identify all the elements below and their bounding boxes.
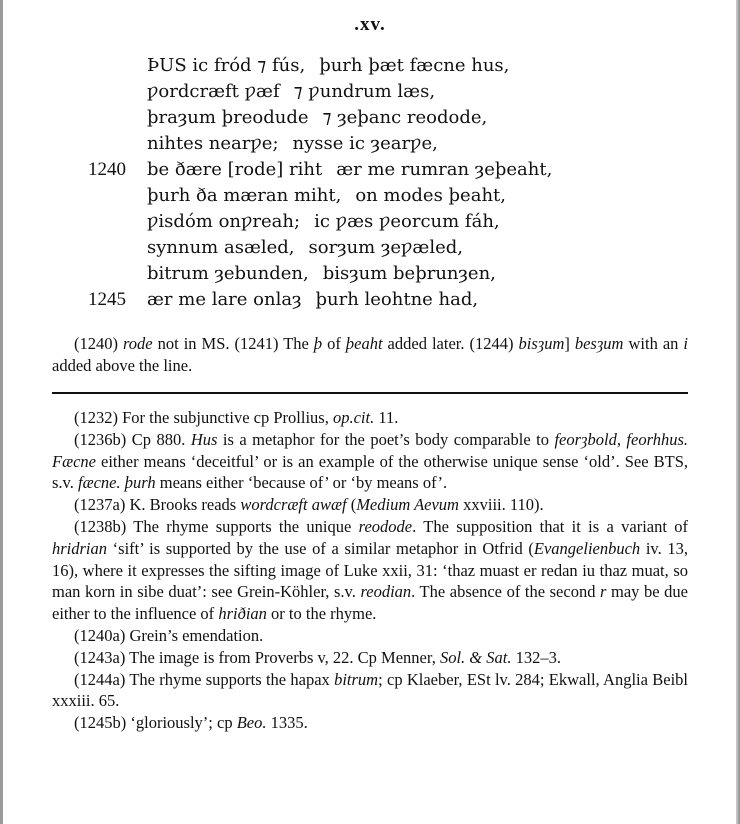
note-italic: wordcræft awæf: [240, 495, 347, 515]
note-italic: Hus: [190, 429, 218, 449]
commentary-note-1238b: [52, 516, 688, 625]
commentary-note-1243a: [52, 647, 688, 669]
note-text: The image is from Proverbs v, 22. Cp Menner,: [125, 647, 440, 667]
note-italic: fæcne. þurh: [77, 473, 156, 493]
note-italic: op.cit.: [332, 408, 375, 427]
note-text: added above the line.: [52, 356, 193, 375]
verse-a-half: ƿordcræft ƿæf: [147, 81, 280, 102]
verse-a-half: be ðære [rode] riht: [147, 159, 323, 180]
note-text: of: [322, 334, 346, 353]
note-word: i: [683, 334, 688, 353]
note-ref: (1244a): [74, 669, 126, 689]
verse-line: [0, 131, 740, 157]
note-text: ‘sift’ is supported by the use of a similar metaphor in Otfrid (: [107, 538, 534, 558]
note-text: 11.: [374, 408, 399, 427]
note-text: K. Brooks reads: [125, 495, 241, 515]
note-text: (: [346, 495, 357, 515]
note-word: rode: [123, 334, 153, 353]
verse-a-half: þraȝum þreodude: [147, 107, 309, 128]
verse-b-half: on modes þeaht,: [355, 185, 506, 206]
note-ref: (1237a): [74, 495, 126, 515]
textual-notes: [52, 333, 688, 377]
commentary-note-1245b: [52, 712, 688, 734]
note-text: . The supposition that it is a variant of: [412, 516, 688, 536]
note-text: 132–3.: [511, 647, 561, 667]
verse-line: [0, 157, 740, 183]
note-italic: Medium Aevum: [356, 495, 459, 515]
note-word: þ: [313, 334, 323, 353]
verse-b-half: sorȝum ȝeƿæled,: [308, 237, 464, 258]
verse-line: [0, 105, 740, 131]
verse-line: [0, 53, 740, 79]
note-ref: (1232): [74, 408, 118, 427]
verse-line: [0, 209, 740, 235]
note-text: The rhyme supports the unique: [126, 516, 359, 536]
verse-b-half: þurh þæt fæcne hus,: [319, 55, 510, 76]
note-ref: (1236b): [74, 429, 127, 449]
note-text: means either ‘because of’ or ‘by means of’.: [155, 473, 448, 493]
note-italic: reodian: [360, 582, 412, 602]
verse-line: [0, 261, 740, 287]
verse-b-half: nysse ic ȝearƿe,: [292, 133, 438, 154]
note-ref: (1240): [74, 334, 118, 353]
verse-line: [0, 79, 740, 105]
verse-a-half: synnum asæled,: [147, 237, 295, 258]
note-italic: Evangelienbuch: [533, 538, 641, 558]
verse-line: [0, 235, 740, 261]
note-text: For the subjunctive cp Prollius,: [118, 408, 333, 427]
note-text: ; cp Klaeber, ESt lv. 284; Ekwall, Anglia Beibl xxxiii. 65.: [52, 669, 688, 711]
verse-b-half: bisȝum beþrunȝen,: [322, 263, 496, 284]
note-word: þeaht: [345, 334, 383, 353]
verse-line: [0, 183, 740, 209]
verse-a-half: ƿisdóm onƿreah;: [147, 211, 301, 232]
note-text: xxviii. 110).: [458, 495, 544, 515]
note-text: . The absence of the second: [411, 582, 601, 602]
note-text: may be due either to the influence of: [52, 582, 688, 624]
note-italic: feorȝbold, feorhhus. Fæcne: [52, 429, 688, 471]
note-text: Cp 880.: [126, 429, 191, 449]
verse-b-half: ær me rumran ȝeþeaht,: [336, 159, 553, 180]
note-text: iv. 13, 16), where it expresses the sifting image of Luke xxii, 31: ‘thaz muast er redan iu thaz muat, so man korn in sibe duat’: see Grein-Köhler, s.v.: [52, 538, 688, 602]
note-ref: (1240a): [74, 625, 126, 645]
verse-a-half: ær me lare onlaȝ: [147, 289, 302, 310]
note-text: not in MS.: [152, 334, 235, 353]
commentary-note-1237a: [52, 494, 688, 516]
verse-block: [0, 53, 740, 313]
note-word: besȝum: [574, 334, 624, 353]
textual-note-paragraph: [52, 333, 688, 377]
verse-b-half: ic ƿæs ƿeorcum fáh,: [314, 211, 500, 232]
note-ref: (1243a): [74, 647, 126, 667]
note-text: 1335.: [266, 713, 308, 733]
note-text: Grein’s emendation.: [125, 625, 264, 645]
verse-b-half: þurh leohtne had,: [315, 289, 479, 310]
note-italic: Beo.: [236, 713, 267, 733]
note-text: or to the rhyme.: [266, 604, 377, 624]
note-italic: reodode: [358, 516, 413, 536]
note-ref: (1244): [469, 334, 514, 353]
note-italic: r: [600, 582, 607, 602]
note-ref: (1238b): [74, 516, 127, 536]
note-text: with an: [623, 334, 684, 353]
verse-a-half: þurh ða mæran miht,: [147, 185, 342, 206]
horizontal-rule: [52, 392, 688, 394]
note-text: added later.: [382, 334, 470, 353]
verse-a-half: nihtes nearƿe;: [147, 133, 279, 154]
commentary: [52, 407, 688, 734]
note-text: ]: [564, 334, 575, 353]
line-number: 1245: [88, 289, 126, 310]
note-text: either means ‘deceitful’ or is an example of the otherwise unique sense ‘old’. See BTS, s.v.: [52, 451, 688, 493]
verse-b-half: ⁊ ƿundrum læs,: [293, 81, 436, 102]
note-text: is a metaphor for the poet’s body comparable to: [217, 429, 555, 449]
note-text: The rhyme supports the hapax: [125, 669, 335, 689]
verse-a-half: bitrum ȝebunden,: [147, 263, 309, 284]
note-ref: (1241): [234, 334, 279, 353]
commentary-note-1244a: [52, 669, 688, 713]
note-italic: hridrian: [52, 538, 108, 558]
note-word: bisȝum: [518, 334, 565, 353]
note-ref: (1245b): [74, 713, 127, 733]
verse-b-half: ⁊ ȝeþanc reodode,: [322, 107, 488, 128]
note-italic: bitrum: [334, 669, 379, 689]
note-italic: hriðian: [218, 604, 267, 624]
commentary-note-1232: [52, 407, 688, 429]
commentary-note-1240a: [52, 625, 688, 647]
verse-line: [0, 287, 740, 313]
page-number: .xv.: [354, 14, 386, 35]
verse-a-half: ÞUS ic fród ⁊ fús,: [147, 55, 306, 76]
line-number: 1240: [88, 159, 126, 180]
note-text: ‘gloriously’; cp: [126, 713, 237, 733]
note-italic: Sol. & Sat.: [439, 647, 512, 667]
note-text: The: [278, 334, 314, 353]
commentary-note-1236b: [52, 429, 688, 494]
